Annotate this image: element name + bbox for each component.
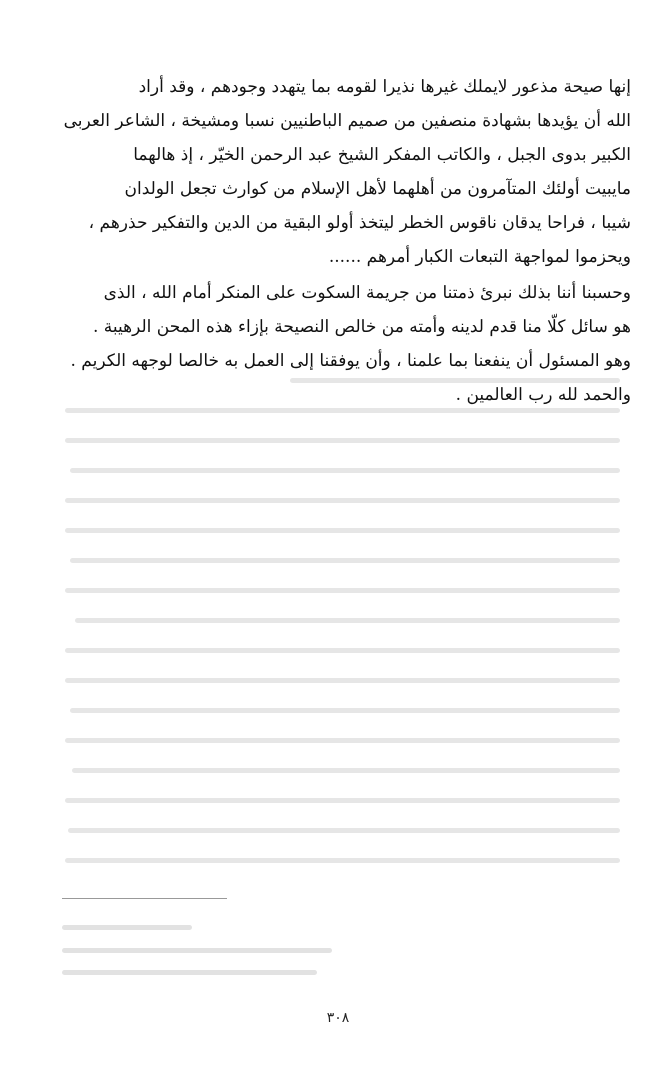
bleed-line xyxy=(60,724,620,754)
footnote-separator xyxy=(62,898,227,899)
text-line: هو سائل كلّا منا قدم لدينه وأمته من خالص النصيحة بإزاء هذه المحن الرهيبة . xyxy=(92,317,631,337)
bleed-through-text xyxy=(60,364,620,874)
bleed-line xyxy=(60,424,620,454)
text-line: وهو المسئول أن ينفعنا بما علمنا ، وأن يوفقنا إلى العمل به خالصا لوجهه الكريم . xyxy=(70,351,631,371)
bleed-line xyxy=(60,784,620,814)
bleed-line xyxy=(60,814,620,844)
text-line: الله أن يؤيدها بشهادة منصفين من صميم الباطنيين نسبا ومشيخة ، الشاعر العربى xyxy=(63,111,631,131)
text-line: الكبير بدوى الجبل ، والكاتب المفكر الشيخ عبد الرحمن الخيّر ، إذ هالهما xyxy=(133,145,631,165)
bleed-line xyxy=(60,844,620,874)
paragraph-first xyxy=(46,70,631,274)
bleed-footnote xyxy=(62,925,192,930)
bleed-line xyxy=(60,484,620,514)
bleed-line xyxy=(60,574,620,604)
text-line: شيبا ، فراحا يدقان ناقوس الخطر ليتخذ أولو البقية من الدين والتفكير حذرهم ، xyxy=(88,213,631,233)
bleed-line xyxy=(60,514,620,544)
text-line: مايبيت أولئك المتآمرون من أهلهما لأهل الإسلام من كوارث تجعل الولدان xyxy=(124,179,631,199)
page-number: ٣٠٨ xyxy=(326,1010,350,1026)
bleed-line xyxy=(60,634,620,664)
text-line: إنها صيحة مذعور لايملك غيرها نذيرا لقومه بما يتهدد وجودهم ، وقد أراد xyxy=(138,77,631,97)
bleed-line xyxy=(60,364,620,394)
bleed-line xyxy=(60,544,620,574)
text-line: والحمد لله رب العالمين . xyxy=(455,385,631,405)
text-line: ويحزموا لمواجهة التبعات الكبار أمرهم ...... xyxy=(328,247,631,267)
bleed-line xyxy=(60,394,620,424)
bleed-line xyxy=(60,454,620,484)
bleed-footnote xyxy=(62,970,317,975)
text-line: وحسبنا أننا بذلك نبرئ ذمتنا من جريمة السكوت على المنكر أمام الله ، الذى xyxy=(103,283,631,303)
bleed-line xyxy=(60,694,620,724)
bleed-line xyxy=(60,604,620,634)
bleed-line xyxy=(60,754,620,784)
bleed-footnote xyxy=(62,948,332,953)
bleed-line xyxy=(60,664,620,694)
